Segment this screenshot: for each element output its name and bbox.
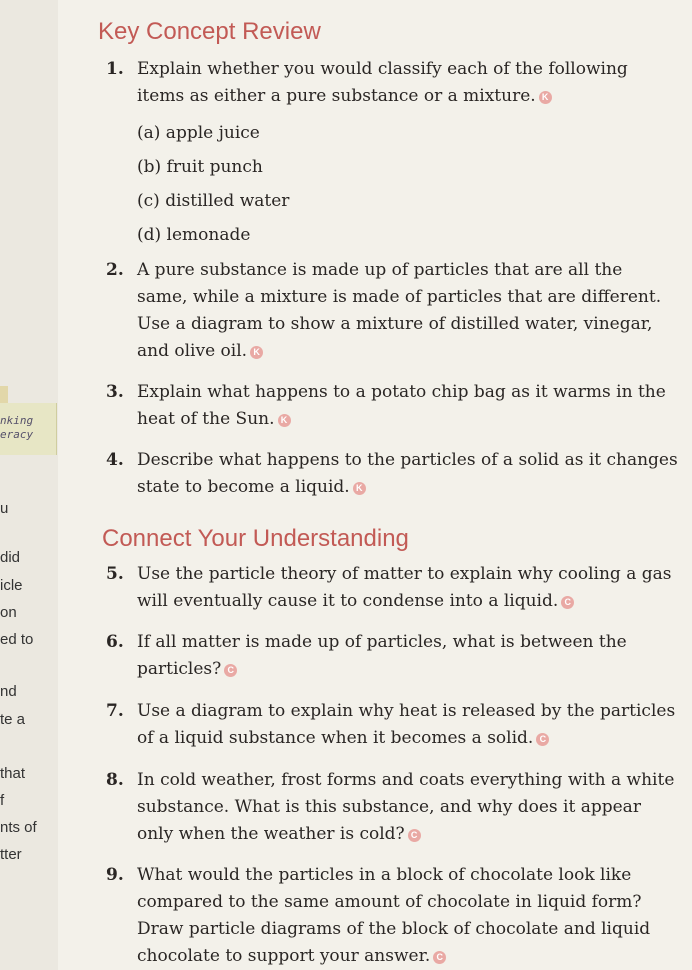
margin-fragment: tter [0, 846, 22, 863]
question-text: In cold weather, frost forms and coats everything with a white substance. What is this substance, and why does it appear only when the weather is cold? [137, 770, 675, 844]
communication-badge-icon: C [536, 733, 549, 746]
question-text: If all matter is made up of particles, what is between the particles? [137, 632, 627, 679]
margin-fragment: did [0, 549, 21, 566]
section-title-connect: Connect Your Understanding [102, 525, 409, 552]
margin-fragment: u [0, 500, 9, 517]
subitem: (d) lemonade [137, 225, 251, 245]
sticky-note-line: eracy [0, 428, 34, 441]
question-9 [106, 862, 678, 970]
margin-fragment: nd [0, 683, 17, 700]
question-text: Explain whether you would classify each of the following items as either a pure substance or a mixture. [137, 59, 628, 106]
question-number: 6. [106, 632, 124, 652]
margin-fragment: f [0, 792, 5, 809]
margin-fragment: ed to [0, 631, 34, 648]
knowledge-badge-icon: K [278, 414, 291, 427]
question-text: A pure substance is made up of particles that are all the same, while a mixture is made of particles that are different. Use a diagram to show a mixture of distilled water, vinegar, and olive oil. [137, 260, 662, 361]
question-text: Describe what happens to the particles of a solid as it changes state to become a liquid. [137, 450, 678, 497]
question-7 [106, 698, 678, 752]
communication-badge-icon: C [408, 829, 421, 842]
knowledge-badge-icon: K [353, 482, 366, 495]
sticky-note-line: nking [0, 414, 34, 427]
margin-fragment: on [0, 604, 17, 621]
margin-fragment: te a [0, 711, 26, 728]
margin-fragment: nts of [0, 819, 37, 836]
question-6 [106, 629, 678, 683]
margin-fragment: that [0, 765, 26, 782]
subitem: (a) apple juice [137, 123, 260, 143]
question-number: 2. [106, 260, 124, 280]
question-number: 5. [106, 564, 124, 584]
question-number: 8. [106, 770, 124, 790]
question-text: Use the particle theory of matter to explain why cooling a gas will eventually cause it to condense into a liquid. [137, 564, 672, 611]
question-number: 1. [106, 59, 124, 79]
subitem-list [137, 116, 678, 252]
question-number: 9. [106, 865, 124, 885]
question-number: 3. [106, 382, 124, 402]
question-number: 4. [106, 450, 124, 470]
question-text: Explain what happens to a potato chip bag as it warms in the heat of the Sun. [137, 382, 666, 429]
sticky-note-label [0, 414, 56, 442]
communication-badge-icon: C [561, 596, 574, 609]
question-text: What would the particles in a block of chocolate look like compared to the same amount of chocolate in liquid form? Draw particle diagrams of the block of chocolate and liquid chocolate to support your answer. [137, 865, 651, 966]
margin-fragment: icle [0, 577, 23, 594]
question-number: 7. [106, 701, 124, 721]
question-8 [106, 767, 678, 848]
communication-badge-icon: C [224, 664, 237, 677]
question-1 [106, 56, 678, 252]
question-4 [106, 447, 678, 501]
question-5 [106, 561, 678, 615]
communication-badge-icon: C [433, 951, 446, 964]
subitem: (c) distilled water [137, 191, 290, 211]
question-text: Use a diagram to explain why heat is released by the particles of a liquid substance when it becomes a solid. [137, 701, 676, 748]
section-title-key-concept: Key Concept Review [98, 18, 321, 45]
knowledge-badge-icon: K [539, 91, 552, 104]
question-2 [106, 257, 678, 365]
question-3 [106, 379, 678, 433]
knowledge-badge-icon: K [250, 346, 263, 359]
subitem: (b) fruit punch [137, 157, 263, 177]
